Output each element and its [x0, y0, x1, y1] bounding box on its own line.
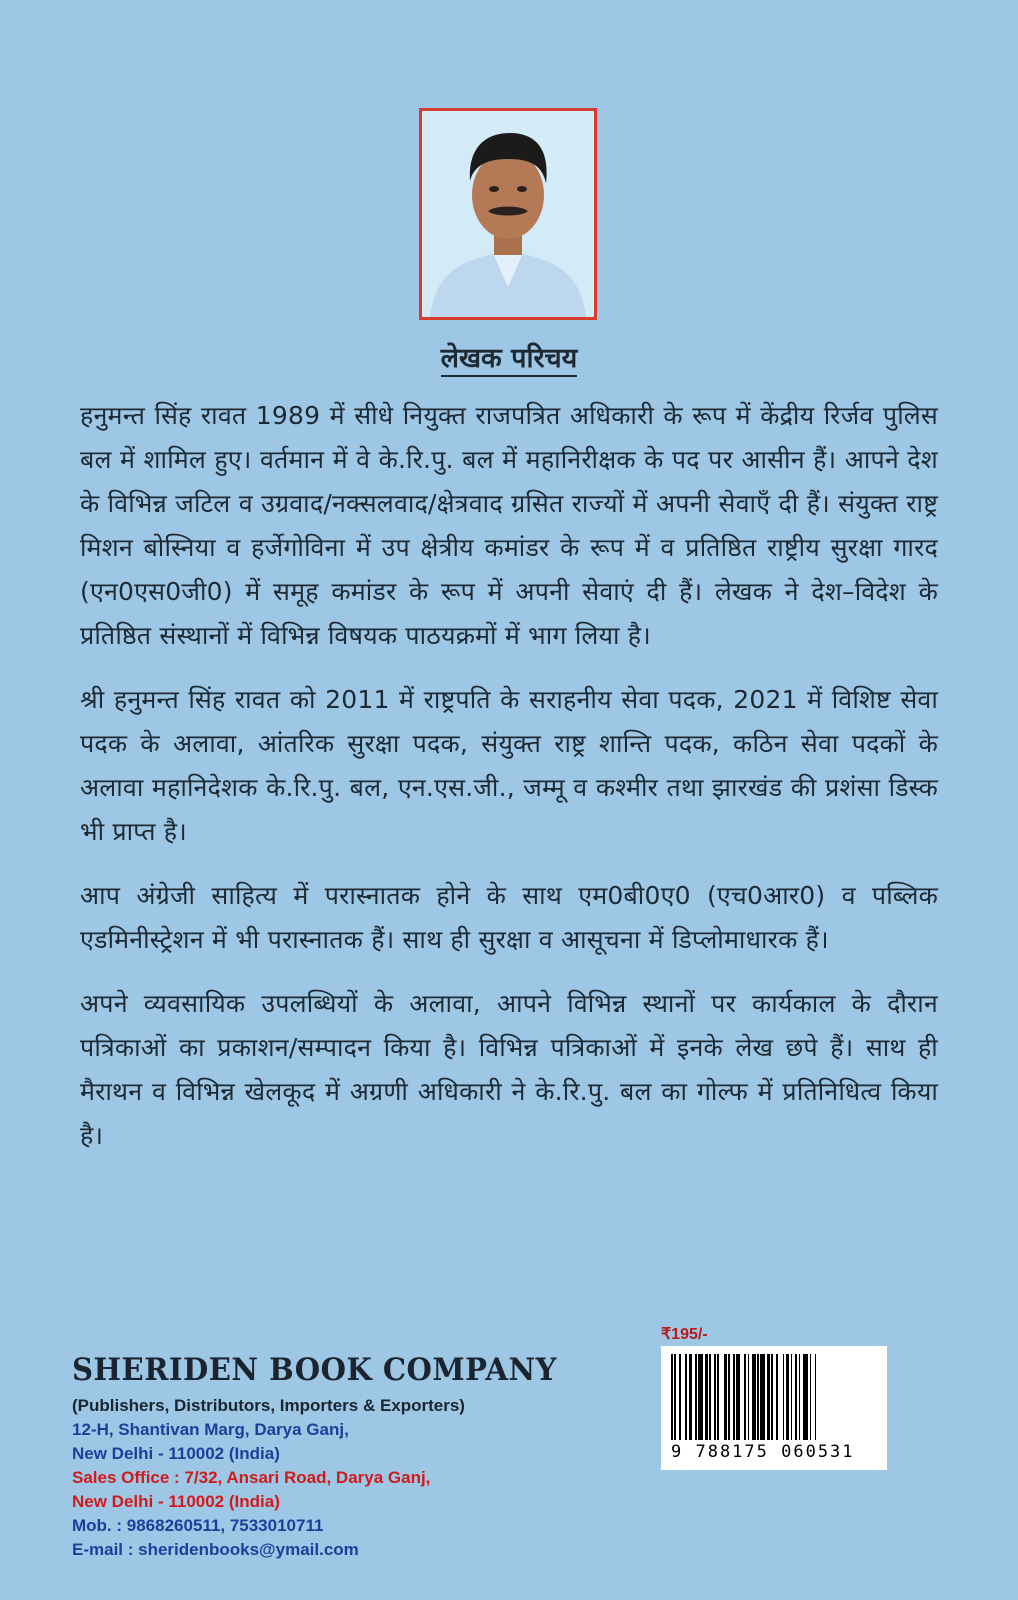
bio-paragraph-1: हनुमन्त सिंह रावत 1989 में सीधे नियुक्त राजपत्रित अधिकारी के रूप में केंद्रीय रिर्जव पुलिस बल में शामिल हुए। वर्तमान में वे के.रि.पु. बल में महानिरीक्षक के पद पर आसीन हैं। आपने देश के विभिन्न जटिल व उग्रवाद/नक्सलवाद/क्षेत्रवाद ग्रसित राज्यों में अपनी सेवाएँ दी हैं। संयुक्त राष्ट्र मिशन बोस्निया व हर्जेगोविना में उप क्षेत्रीय कमांडर के रूप में व प्रतिष्ठित राष्ट्रीय सुरक्षा गारद (एन0एस0जी0) में समूह कमांडर के रूप में अपनी सेवाएं दी हैं। लेखक ने देश–विदेश के प्रतिष्ठित संस्थानों में विभिन्न विषयक पाठयक्रमों में भाग लिया है।	[80, 401, 938, 650]
publisher-name: SHERIDEN BOOK COMPANY	[72, 1352, 557, 1388]
author-bio	[80, 394, 938, 1178]
bio-paragraph-3: आप अंग्रेजी साहित्य में परास्नातक होने के साथ एम0बी0ए0 (एच0आर0) व पब्लिक एडमिनीस्ट्रेशन में भी परास्नातक हैं। साथ ही सुरक्षा व आसूचना में डिप्लोमाधारक हैं।	[80, 881, 938, 954]
barcode-bars	[671, 1354, 877, 1440]
price-label: ₹195/-	[661, 1326, 708, 1343]
author-portrait-image	[422, 111, 594, 317]
bio-paragraph-4: अपने व्यवसायिक उपलब्धियों के अलावा, आपने विभिन्न स्थानों पर कार्यकाल के दौरान पत्रिकाओं का प्रकाशन/सम्पादन किया है। विभिन्न पत्रिकाओं में इनके लेख छपे हैं। साथ ही मैराथन व विभिन्न खेलकूद में अग्रणी अधिकारी ने के.रि.पु. बल का गोल्फ में प्रतिनिधित्व किया है।	[80, 989, 938, 1150]
barcode-bar	[816, 1354, 818, 1440]
bio-paragraph-2: श्री हनुमन्त सिंह रावत को 2011 में राष्ट्रपति के सराहनीय सेवा पदक, 2021 में विशिष्ट सेवा पदक के अलावा, आंतरिक सुरक्षा पदक, संयुक्त राष्ट्र शान्ति पदक, कठिन सेवा पदकों के अलावा महानिदेशक के.रि.पु. बल, एन.एस.जी., जम्मू व कश्मीर तथा झारखंड की प्रशंसा डिस्क भी प्राप्त है।	[80, 685, 938, 846]
publisher-address-line2: New Delhi - 110002 (India)	[72, 1444, 280, 1463]
sales-office-line1: Sales Office : 7/32, Ansari Road, Darya Ganj,	[72, 1468, 431, 1487]
isbn-number: 9 788175 060531	[671, 1442, 855, 1462]
sales-office-line2: New Delhi - 110002 (India)	[72, 1492, 280, 1511]
publisher-mobile: Mob. : 9868260511, 7533010711	[72, 1516, 324, 1535]
publisher-block	[72, 1352, 592, 1562]
heading-text: लेखक परिचय	[441, 343, 578, 377]
publisher-email: E-mail : sheridenbooks@ymail.com	[72, 1540, 359, 1559]
author-photo	[419, 108, 597, 320]
author-intro-heading	[0, 338, 1018, 375]
isbn-barcode	[661, 1346, 887, 1470]
publisher-address-line1: 12-H, Shantivan Marg, Darya Ganj,	[72, 1420, 349, 1439]
publisher-subtitle: (Publishers, Distributors, Importers & Exporters)	[72, 1396, 465, 1415]
